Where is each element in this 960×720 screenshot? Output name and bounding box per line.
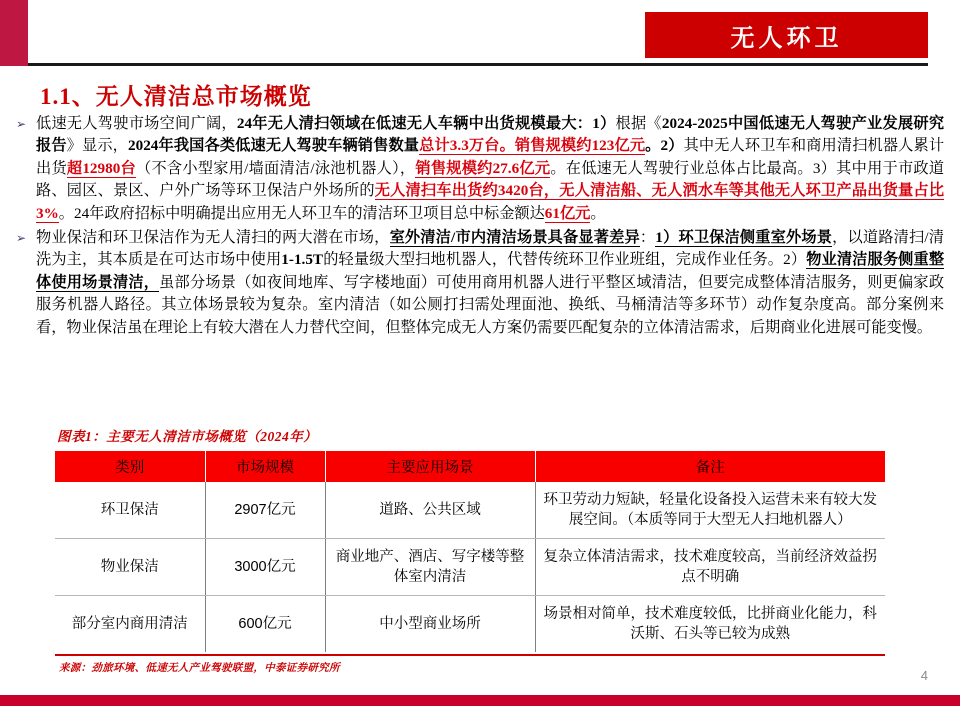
table-header-cell-scenarios: 主要应用场景	[325, 451, 535, 482]
market-overview-table	[55, 451, 885, 652]
cell-market-size: 600亿元	[205, 596, 325, 653]
body-content	[16, 113, 944, 341]
header-side-accent-block	[0, 0, 28, 66]
header-section-tag-label: 无人环卫	[730, 25, 843, 52]
bullet-item	[16, 227, 944, 339]
page-title: 1.1、无人清洁总市场概览	[40, 84, 312, 109]
bullet-paragraph-2: 物业保洁和环卫保洁作为无人清扫的两大潜在市场，室外清洁/市内清洁场景具备显著差异：1）环卫保洁侧重室外场景，以道路清扫/清洗为主，其本质是在可达市场中使用1-1.5T的轻量级大型扫地机器人，代替传统环卫作业班组，完成作业任务。2）物业清洁服务侧重整体使用场景清洁，虽部分场景（如夜间地库、写字楼地面）可使用商用机器人进行平整区域清洁，但要完成整体清洁服务，则更偏家政服务机器人路径。其立体场景较为复杂。室内清洁（如公厕打扫需处理面池、换纸、马桶清洁等多环节）动作复杂度高。部分案例来看，物业保洁虽在理论上有较大潜在人力替代空间，但整体完成无人方案仍需要匹配复杂的立体清洁需求，后期商业化进展可能变慢。	[36, 229, 945, 336]
table-header-cell-market-size: 市场规模	[205, 451, 325, 482]
cell-category: 部分室内商用清洁	[55, 596, 205, 653]
cell-scenarios: 中小型商业场所	[325, 596, 535, 653]
cell-remark: 复杂立体清洁需求，技术难度较高，当前经济效益拐点不明确	[535, 539, 885, 596]
footer-accent-bar	[0, 695, 960, 706]
table-header-cell-category: 类别	[55, 451, 205, 482]
bullet-arrow-icon: ➢	[16, 117, 27, 131]
cell-category: 物业保洁	[55, 539, 205, 596]
table-row	[55, 596, 885, 653]
cell-remark: 环卫劳动力短缺，轻量化设备投入运营未来有较大发展空间。（本质等同于大型无人扫地机器人）	[535, 482, 885, 539]
cell-scenarios: 道路、公共区域	[325, 482, 535, 539]
cell-scenarios: 商业地产、酒店、写字楼等整体室内清洁	[325, 539, 535, 596]
bullet-paragraph-1: 低速无人驾驶市场空间广阔，24年无人清扫领域在低速无人车辆中出货规模最大：1）根据《2024-2025中国低速无人驾驶产业发展研究报告》显示，2024年我国各类低速无人驾驶车辆销售数量总计3.3万台。销售规模约123亿元。2）其中无人环卫车和商用清扫机器人累计出货超12980台（不含小型家用/墙面清洁/泳池机器人），销售规模约27.6亿元。在低速无人驾驶行业总体占比最高。3）其中用于市政道路、园区、景区、户外广场等环卫保洁户外场所的无人清扫车出货约3420台，无人清洁船、无人洒水车等其他无人环卫产品出货量占比3%。24年政府招标中明确提出应用无人环卫车的清洁环卫项目总中标金额达61亿元。	[36, 115, 945, 222]
header-divider-rule	[28, 63, 928, 66]
bullet-arrow-icon: ➢	[16, 231, 27, 246]
table-row	[55, 482, 885, 539]
page-number: 4	[920, 668, 928, 683]
cell-market-size: 2907亿元	[205, 482, 325, 539]
table-header-row	[55, 451, 885, 482]
cell-remark: 场景相对简单，技术难度较低，比拼商业化能力，科沃斯、石头等已较为成熟	[543, 606, 877, 642]
source-divider-rule	[55, 654, 885, 656]
cell-market-size: 3000亿元	[205, 539, 325, 596]
exhibit-title: 图表1：主要无人清洁市场概览（2024年）	[57, 429, 318, 444]
header-section-tag	[645, 12, 928, 58]
table-row	[55, 539, 885, 596]
source-note: 来源：劲旅环境、低速无人产业驾驶联盟，中泰证券研究所	[59, 663, 340, 674]
exhibit-block	[55, 425, 885, 675]
bullet-item	[16, 113, 944, 225]
cell-category: 环卫保洁	[55, 482, 205, 539]
table-header-cell-remark: 备注	[535, 451, 885, 482]
